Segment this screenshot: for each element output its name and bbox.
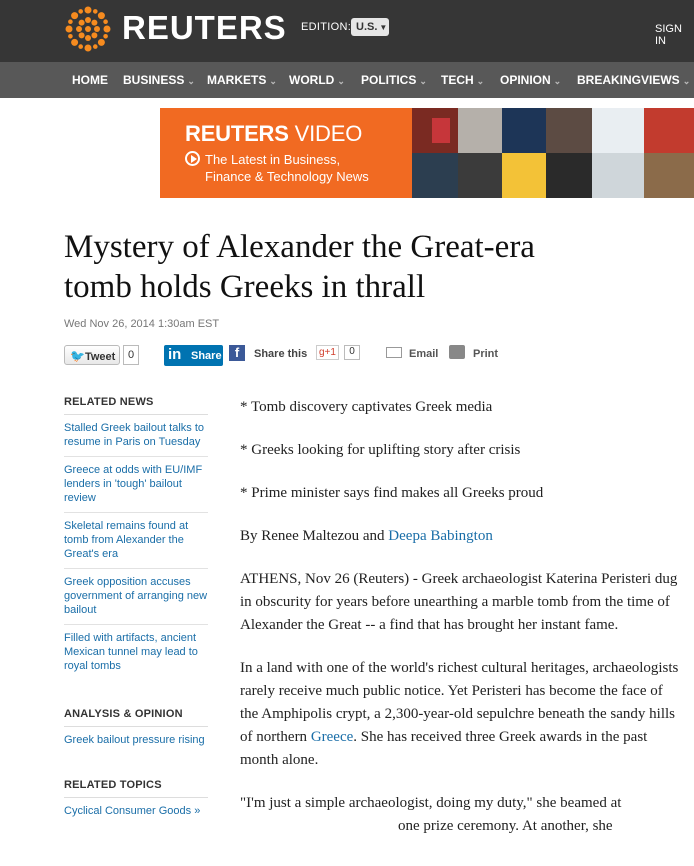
related-news-item[interactable]: Skeletal remains found at tomb from Alexander the Great's era — [64, 513, 208, 569]
linkedin-share-button[interactable] — [164, 345, 223, 366]
chevron-down-icon: ⌄ — [682, 76, 691, 86]
paragraph-line: "I'm just a simple archaeologist, doing my duty," she beamed at — [240, 795, 622, 811]
nav-home[interactable] — [72, 73, 108, 87]
related-topic-item[interactable]: Cyclical Consumer Goods » — [64, 805, 201, 817]
banner-subtitle-line: Finance & Technology News — [205, 169, 369, 184]
nav-label: WORLD — [289, 73, 335, 87]
nav-business[interactable] — [123, 73, 195, 87]
nav-label: OPINION — [500, 73, 551, 87]
email-link[interactable]: Email — [409, 348, 439, 360]
banner-title — [185, 121, 362, 147]
nav-label: BUSINESS — [123, 73, 185, 87]
google-plus-button[interactable]: g+1 — [316, 345, 339, 360]
author-link[interactable]: Deepa Babington — [388, 528, 493, 544]
related-news-heading: RELATED NEWS — [64, 396, 208, 415]
play-icon — [185, 151, 200, 166]
linkedin-icon: in — [168, 346, 182, 363]
related-news-item[interactable]: Greek opposition accuses government of arranging new bailout — [64, 569, 208, 625]
banner-title-light: VIDEO — [294, 121, 363, 146]
banner-promo — [160, 108, 412, 198]
nav-label: HOME — [72, 73, 108, 87]
nav-label: POLITICS — [361, 73, 417, 87]
related-news-list — [64, 415, 208, 680]
article-date: Wed Nov 26, 2014 1:30am EST — [64, 318, 220, 330]
tweet-label: Tweet — [84, 351, 116, 363]
twitter-bird-icon: 🐦 — [70, 349, 85, 363]
related-news-item[interactable]: Greece at odds with EU/IMF lenders in 'tough' bailout review — [64, 457, 208, 513]
share-this-link[interactable]: Share this — [254, 348, 308, 360]
summary-bullet: * Greeks looking for uplifting story after crisis — [240, 442, 521, 458]
chevron-down-icon: ⌄ — [269, 76, 277, 86]
edition-select[interactable] — [351, 18, 389, 36]
analysis-list — [64, 727, 208, 754]
nav-politics[interactable] — [361, 73, 427, 87]
greece-link[interactable]: Greece — [310, 729, 354, 745]
print-icon[interactable] — [449, 345, 465, 359]
paragraph-line: one prize ceremony. At another, she — [398, 818, 613, 834]
video-thumbnail-collage — [412, 108, 694, 198]
nav-label: BREAKINGVIEWS — [577, 73, 680, 87]
edition-value: U.S. — [356, 21, 378, 33]
related-topics-heading: RELATED TOPICS — [64, 779, 208, 798]
related-news-item[interactable]: Stalled Greek bailout talks to resume in Paris on Tuesday — [64, 415, 208, 457]
analysis-item[interactable]: Greek bailout pressure rising — [64, 734, 205, 746]
paragraph-text: . She has received three Greek awards in the past month alone. — [240, 729, 648, 768]
headline-line: Mystery of Alexander the Great-era — [64, 229, 535, 265]
linkedin-label: Share — [191, 350, 222, 362]
article-headline — [64, 227, 664, 307]
chevron-down-icon: ⌄ — [553, 76, 562, 86]
nav-label: MARKETS — [207, 73, 267, 87]
nav-markets[interactable] — [207, 73, 277, 87]
nav-opinion[interactable] — [500, 73, 561, 87]
related-news-item[interactable]: Filled with artifacts, ancient Mexican tunnel may lead to royal tombs — [64, 632, 198, 672]
chevron-down-icon: ⌄ — [476, 76, 485, 86]
analysis-heading: ANALYSIS & OPINION — [64, 708, 208, 727]
reuters-video-banner[interactable] — [160, 108, 694, 198]
byline — [240, 525, 680, 548]
reuters-logo-icon[interactable] — [64, 5, 112, 53]
chevron-down-icon: ⌄ — [419, 76, 427, 86]
nav-breakingviews[interactable] — [577, 73, 690, 87]
gplus-count: 0 — [344, 345, 360, 360]
site-header — [0, 0, 694, 62]
tweet-count: 0 — [123, 345, 139, 365]
nav-world[interactable] — [289, 73, 345, 87]
tweet-button[interactable] — [64, 345, 120, 365]
article-paragraph — [240, 657, 680, 772]
sidebar — [64, 396, 208, 825]
byline-prefix: By Renee Maltezou and — [240, 528, 385, 544]
sign-in-link[interactable]: SIGN IN — [655, 23, 682, 47]
facebook-icon[interactable]: f — [229, 345, 245, 361]
nav-label: TECH — [441, 73, 474, 87]
banner-subtitle — [205, 151, 369, 185]
brand-name[interactable]: REUTERS — [122, 9, 287, 46]
article-paragraph — [240, 792, 680, 838]
print-link[interactable]: Print — [473, 348, 499, 360]
headline-line: tomb holds Greeks in thrall — [64, 269, 426, 305]
main-nav — [0, 62, 694, 98]
summary-bullet: * Tomb discovery captivates Greek media — [240, 399, 493, 415]
chevron-down-icon: ▼ — [379, 23, 388, 32]
chevron-down-icon: ⌄ — [187, 76, 195, 86]
edition-label: EDITION: — [301, 21, 352, 33]
article-paragraph: ATHENS, Nov 26 (Reuters) - Greek archaeologist Katerina Peristeri dug in obscurity for years before unearthing a marble tomb from the time of Alexander the Great -- a find that has brought her instant fame. — [240, 571, 678, 633]
banner-title-bold: REUTERS — [185, 121, 289, 146]
paragraph-text: In a land with one of the world's richest cultural heritages, archaeologists rarely receive much public notice. Yet Peristeri has become the face of the Amphipolis crypt, a 2,300-year-old sepulchre beneath the sandy hills of northern — [240, 660, 679, 745]
email-icon[interactable] — [386, 347, 402, 358]
banner-subtitle-line: The Latest in Business, — [205, 152, 341, 167]
related-topics-list — [64, 798, 208, 825]
article-body — [240, 396, 680, 858]
summary-bullet: * Prime minister says find makes all Greeks proud — [240, 485, 544, 501]
nav-tech[interactable] — [441, 73, 484, 87]
chevron-down-icon: ⌄ — [337, 76, 345, 86]
